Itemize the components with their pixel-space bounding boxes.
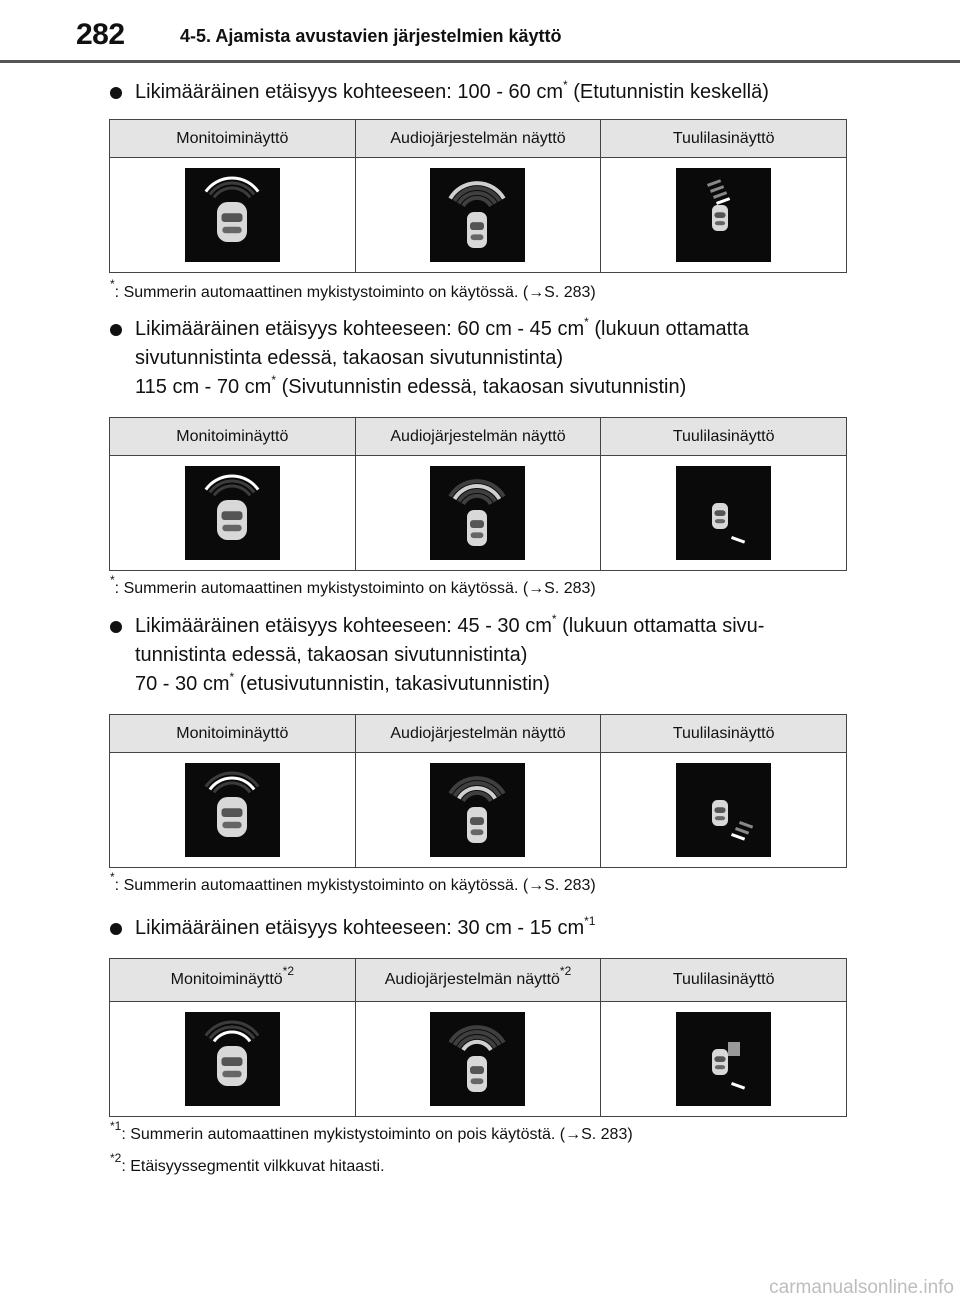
audio-display-image — [430, 466, 525, 560]
section-4-bullet: Likimääräinen etäisyys kohteeseen: 30 cm - 15 $cm^{*1}$ — [0, 914, 960, 943]
footnote: $^{*2}$: Etäisyyssegmentit vilkkuvat hitaasti. — [110, 1151, 385, 1175]
column-header-audio: Audiojärjestelmän näyttö — [355, 418, 601, 456]
bullet-dot — [110, 923, 122, 935]
footnote: *: Summerin automaattinen mykistystoiminto on käytössä. (→S. 283) — [110, 870, 596, 894]
display-table-2 — [109, 417, 847, 571]
section-title: 4-5. Ajamista avustavien järjestelmien käyttö — [180, 26, 562, 46]
column-header-multi: Monitoiminäyttö — [110, 715, 356, 753]
audio-display-image — [430, 168, 525, 262]
footnote: *: Summerin automaattinen mykistystoiminto on käytössä. (→S. 283) — [110, 277, 596, 301]
column-header-multi: Monitoiminäyttö — [110, 418, 356, 456]
column-header-audio: Audiojärjestelmän näyttö — [355, 120, 601, 158]
display-table-4 — [109, 958, 847, 1117]
column-header-multi: Monitoiminäyttö — [110, 120, 356, 158]
watermark: carmanualsonline.info — [769, 1277, 954, 1298]
bullet-dot — [110, 87, 122, 99]
section-1-bullet: Likimääräinen etäisyys kohteeseen: 100 - 60 cm* (Etutunnistin keskellä) — [0, 78, 960, 107]
hud-display-image — [676, 763, 771, 857]
multi-display-image — [185, 168, 280, 262]
column-header-multi: Monitoiminäyttö$^{*2}$ — [110, 959, 356, 1002]
bullet-dot — [110, 621, 122, 633]
display-table-1 — [109, 119, 847, 273]
column-header-hud: Tuulilasinäyttö — [601, 715, 847, 753]
page-header — [0, 0, 960, 66]
section-3-bullet: Likimääräinen etäisyys kohteeseen: 45 - 30 cm* (lukuun ottamatta sivu- tunnistinta edessä, takaosan sivutunnistinta) 70 - 30 cm* (etusivutunnistin, takasivutunnistin) — [0, 612, 960, 699]
column-header-hud: Tuulilasinäyttö — [601, 418, 847, 456]
hud-display-image — [676, 1012, 771, 1106]
section-2-bullet: Likimääräinen etäisyys kohteeseen: 60 cm - 45 cm* (lukuun ottamatta sivutunnistinta edessä, takaosan sivutunnistinta) 115 cm - 70 cm* (Sivutunnistin edessä, takaosan sivutunnistin) — [0, 315, 960, 402]
header-rule — [0, 60, 960, 63]
footnote: *: Summerin automaattinen mykistystoiminto on käytössä. (→S. 283) — [110, 573, 596, 597]
audio-display-image — [430, 1012, 525, 1106]
audio-display-image — [430, 763, 525, 857]
column-header-hud: Tuulilasinäyttö — [601, 959, 847, 1002]
multi-display-image — [185, 466, 280, 560]
column-header-audio: Audiojärjestelmän näyttö — [355, 715, 601, 753]
multi-display-image — [185, 1012, 280, 1106]
multi-display-image — [185, 763, 280, 857]
footnote: $^{*1}$: Summerin automaattinen mykistystoiminto on pois käytöstä. (→S. 283) — [110, 1119, 633, 1143]
column-header-hud: Tuulilasinäyttö — [601, 120, 847, 158]
bullet-dot — [110, 324, 122, 336]
display-table-3 — [109, 714, 847, 868]
hud-display-image — [676, 168, 771, 262]
column-header-audio: Audiojärjestelmän näyttö$^{*2}$ — [355, 959, 601, 1002]
hud-display-image — [676, 466, 771, 560]
page-number: 282 — [76, 18, 125, 51]
